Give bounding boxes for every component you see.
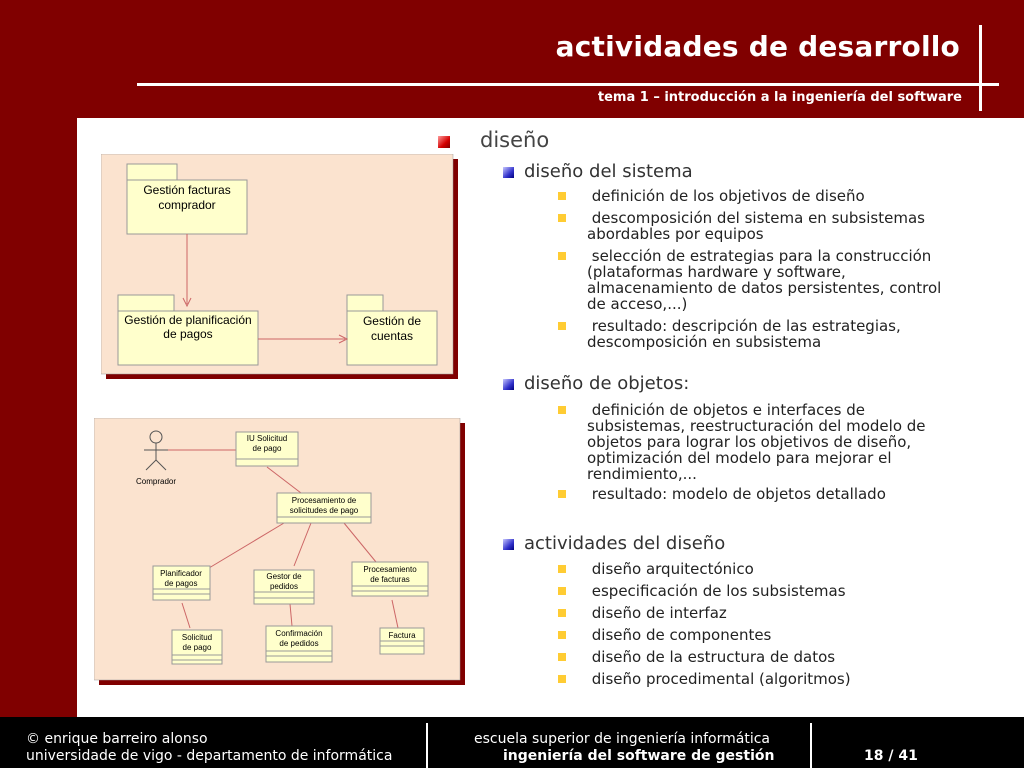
class-label: de facturas [370, 575, 410, 584]
slide-subtitle: tema 1 – introducción a la ingeniería del software [597, 90, 962, 105]
slide-footer [0, 717, 1024, 768]
class-label: solicitudes de pago [289, 506, 359, 515]
bullet-level2-icon [503, 379, 514, 390]
list-item: diseño procedimental (algoritmos) [587, 670, 851, 688]
bullet-level3-icon [558, 631, 566, 639]
footer-course: ingeniería del software de gestión [503, 748, 775, 764]
bullet-level3-icon [558, 653, 566, 661]
bullet-level3-icon [558, 192, 566, 200]
bullet-level3-icon [558, 609, 566, 617]
package-label: cuentas [370, 329, 414, 343]
bullet-level1-icon [438, 136, 450, 148]
package-diagram [101, 154, 461, 380]
list-item: definición de los objetivos de diseño [587, 187, 865, 205]
footer-divider [426, 723, 428, 768]
slide-header [0, 0, 1024, 118]
package-label: de pagos [163, 327, 213, 341]
class-factura [380, 628, 424, 654]
footer-author: © enrique barreiro alonso [26, 731, 208, 747]
class-solicitud-pago [172, 630, 222, 664]
bullet-level3-icon [558, 587, 566, 595]
class-label: Procesamiento [363, 565, 417, 574]
class-label: Gestor de [266, 572, 302, 581]
content-heading: diseño [480, 128, 550, 152]
page-number: 18 / 41 [864, 748, 918, 764]
header-divider [137, 83, 999, 86]
package-label: Gestión facturas [143, 183, 231, 197]
class-gestor-pedidos [254, 570, 314, 604]
list-item: diseño de componentes [587, 626, 772, 644]
bullet-level3-icon [558, 490, 566, 498]
bullet-level2-icon [503, 539, 514, 550]
list-item: resultado: descripción de las estrategias, descomposición en subsistema [587, 317, 901, 351]
package-label: Gestión de [362, 314, 422, 328]
class-label: Confirmación [275, 629, 323, 638]
bullet-level3-icon [558, 252, 566, 260]
bullet-level3-icon [558, 406, 566, 414]
class-procesamiento-solicitudes [277, 493, 371, 523]
actor-label: Comprador [135, 477, 177, 486]
class-label: de pagos [164, 579, 198, 588]
class-iu-solicitud [236, 432, 298, 466]
class-label: pedidos [269, 582, 299, 591]
footer-divider [810, 723, 812, 768]
list-item: descomposición del sistema en subsistemas abordables por equipos [587, 209, 925, 243]
footer-affiliation: universidade de vigo - departamento de informática [26, 748, 393, 764]
header-vertical-divider [979, 25, 982, 111]
slide-title: actividades de desarrollo [555, 30, 960, 63]
section-title: diseño de objetos: [524, 373, 690, 394]
bullet-level3-icon [558, 214, 566, 222]
list-item: diseño arquitectónico [587, 560, 754, 578]
bullet-level3-icon [558, 565, 566, 573]
list-item: diseño de interfaz [587, 604, 727, 622]
class-label: de pedidos [279, 639, 319, 648]
package-label: comprador [158, 198, 216, 212]
bullet-level3-icon [558, 675, 566, 683]
class-planificador-pagos [153, 566, 210, 600]
class-label: Planificador [160, 569, 202, 578]
list-item: resultado: modelo de objetos detallado [587, 485, 886, 503]
class-label: de pago [182, 643, 212, 652]
class-confirmacion-pedidos [266, 626, 332, 662]
list-item: especificación de los subsistemas [587, 582, 846, 600]
class-label: Factura [388, 631, 416, 640]
list-item: selección de estrategias para la construcción (plataformas hardware y software, almacenamiento de datos persistentes, control de acceso,...) [587, 247, 942, 313]
slide-content [77, 118, 1024, 717]
bullet-level2-icon [503, 167, 514, 178]
class-diagram [94, 418, 466, 686]
list-item: definición de objetos e interfaces de subsistemas, reestructuración del modelo de objetos para lograr los objetivos de diseño, optimización del modelo para mejorar el rendimiento,... [587, 401, 926, 483]
footer-school: escuela superior de ingeniería informática [474, 731, 770, 747]
package-label: Gestión de planificación [124, 313, 252, 327]
class-label: Solicitud [181, 633, 213, 642]
section-title: actividades del diseño [524, 533, 726, 554]
class-procesamiento-facturas [352, 562, 428, 596]
class-label: de pago [252, 444, 282, 453]
bullet-level3-icon [558, 322, 566, 330]
list-item: diseño de la estructura de datos [587, 648, 836, 666]
class-label: IU Solicitud [246, 434, 288, 443]
section-title: diseño del sistema [524, 161, 693, 182]
class-label: Procesamiento de [291, 496, 357, 505]
